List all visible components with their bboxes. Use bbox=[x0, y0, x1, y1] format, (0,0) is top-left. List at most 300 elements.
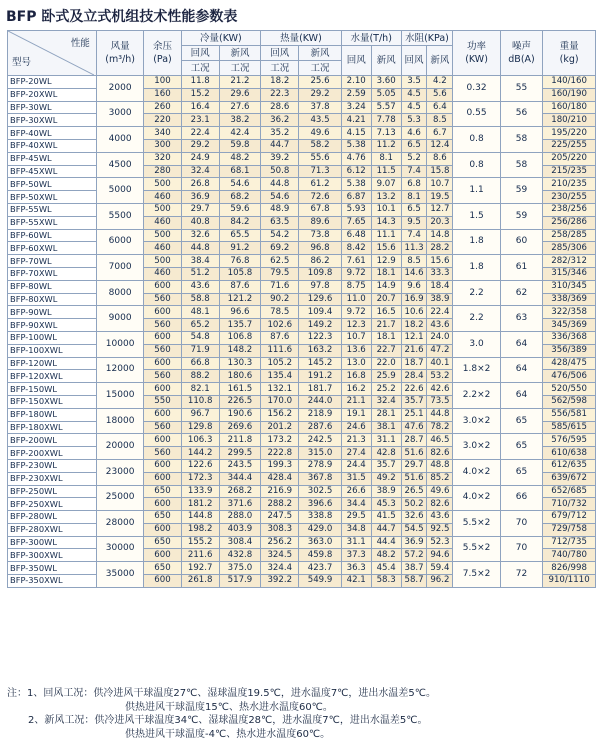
r1-cell: 35.7 bbox=[401, 395, 427, 408]
weight-cell: 336/368 bbox=[543, 331, 596, 344]
r1-cell: 4.6 bbox=[401, 127, 427, 140]
noise-cell: 60 bbox=[500, 229, 542, 255]
power-cell: 0.8 bbox=[453, 127, 501, 153]
model-cell: BFP-100XWL bbox=[8, 344, 97, 357]
model-cell: BFP-180XWL bbox=[8, 421, 97, 434]
pa-cell: 320 bbox=[144, 152, 181, 165]
pa-cell: 500 bbox=[144, 255, 181, 268]
airflow-cell: 10000 bbox=[96, 331, 144, 357]
footnotes bbox=[7, 687, 595, 741]
c2-cell: 268.2 bbox=[219, 485, 260, 498]
weight-cell: 710/732 bbox=[543, 498, 596, 511]
h1-cell: 216.9 bbox=[261, 485, 299, 498]
noise-cell: 63 bbox=[500, 306, 542, 332]
h1-cell: 156.2 bbox=[261, 408, 299, 421]
h1-cell: 201.2 bbox=[261, 421, 299, 434]
model-cell: BFP-150XWL bbox=[8, 395, 97, 408]
pa-cell: 600 bbox=[144, 498, 181, 511]
r1-cell: 26.5 bbox=[401, 485, 427, 498]
r2-cell: 43.6 bbox=[427, 319, 453, 332]
c1-cell: 106.3 bbox=[181, 434, 219, 447]
c1-cell: 66.8 bbox=[181, 357, 219, 370]
c1-cell: 192.7 bbox=[181, 562, 219, 575]
power-cell: 5.5×2 bbox=[453, 536, 501, 562]
h2-cell: 109.8 bbox=[299, 267, 341, 280]
h2-cell: 25.6 bbox=[299, 76, 341, 89]
c2-cell: 65.5 bbox=[219, 229, 260, 242]
r2-cell: 82.6 bbox=[427, 498, 453, 511]
model-cell: BFP-30XWL bbox=[8, 114, 97, 127]
airflow-cell: 15000 bbox=[96, 383, 144, 409]
noise-cell: 58 bbox=[500, 127, 542, 153]
r1-cell: 58.7 bbox=[401, 575, 427, 588]
power-cell: 5.5×2 bbox=[453, 511, 501, 537]
h1-cell: 48.9 bbox=[261, 203, 299, 216]
c1-cell: 71.9 bbox=[181, 344, 219, 357]
h2-cell: 429.0 bbox=[299, 523, 341, 536]
r1-cell: 4.5 bbox=[401, 101, 427, 114]
weight-cell: 210/235 bbox=[543, 178, 596, 191]
pa-cell: 600 bbox=[144, 523, 181, 536]
r2-cell: 59.4 bbox=[427, 562, 453, 575]
r2-cell: 42.6 bbox=[427, 383, 453, 396]
pa-cell: 460 bbox=[144, 267, 181, 280]
model-cell: BFP-230WL bbox=[8, 459, 97, 472]
h1-cell: 39.2 bbox=[261, 152, 299, 165]
model-cell: BFP-350WL bbox=[8, 562, 97, 575]
c2-cell: 243.5 bbox=[219, 459, 260, 472]
noise-cell: 72 bbox=[500, 562, 542, 588]
model-cell: BFP-30WL bbox=[8, 101, 97, 114]
h2-cell: 73.8 bbox=[299, 229, 341, 242]
r2-cell: 19.5 bbox=[427, 191, 453, 204]
weight-cell: 356/389 bbox=[543, 344, 596, 357]
table-row bbox=[8, 127, 596, 140]
header-diagonal-cell bbox=[8, 31, 97, 76]
noise-cell: 62 bbox=[500, 280, 542, 306]
h1-cell: 35.2 bbox=[261, 127, 299, 140]
weight-cell: 740/780 bbox=[543, 549, 596, 562]
c1-cell: 129.8 bbox=[181, 421, 219, 434]
r2-cell: 73.5 bbox=[427, 395, 453, 408]
noise-cell: 61 bbox=[500, 255, 542, 281]
c1-cell: 181.2 bbox=[181, 498, 219, 511]
w1-cell: 6.87 bbox=[341, 191, 371, 204]
w2-cell: 14.9 bbox=[371, 280, 401, 293]
h2-cell: 191.2 bbox=[299, 370, 341, 383]
c2-cell: 432.8 bbox=[219, 549, 260, 562]
pa-cell: 220 bbox=[144, 114, 181, 127]
sub-fresh-air: 新风 bbox=[427, 46, 453, 76]
pa-cell: 650 bbox=[144, 485, 181, 498]
model-cell: BFP-230XWL bbox=[8, 472, 97, 485]
r2-cell: 46.5 bbox=[427, 434, 453, 447]
w1-cell: 2.10 bbox=[341, 76, 371, 89]
c1-cell: 155.2 bbox=[181, 536, 219, 549]
w2-cell: 8.1 bbox=[371, 152, 401, 165]
h2-cell: 287.6 bbox=[299, 421, 341, 434]
c1-cell: 32.6 bbox=[181, 229, 219, 242]
airflow-cell: 6000 bbox=[96, 229, 144, 255]
c2-cell: 106.8 bbox=[219, 331, 260, 344]
c2-cell: 76.8 bbox=[219, 255, 260, 268]
note-line: 注：1、回风工况：供冷进风干球温度27℃、湿球温度19.5℃，进水温度7℃，进出水温差5℃。 bbox=[7, 688, 436, 699]
weight-cell: 910/1110 bbox=[543, 575, 596, 588]
header-noise: 噪声 dB(A) bbox=[500, 31, 542, 76]
h1-cell: 22.3 bbox=[261, 88, 299, 101]
r2-cell: 6.4 bbox=[427, 101, 453, 114]
r1-cell: 8.1 bbox=[401, 191, 427, 204]
c2-cell: 68.1 bbox=[219, 165, 260, 178]
c2-cell: 375.0 bbox=[219, 562, 260, 575]
w2-cell: 21.7 bbox=[371, 319, 401, 332]
w1-cell: 13.6 bbox=[341, 344, 371, 357]
w1-cell: 3.24 bbox=[341, 101, 371, 114]
w1-cell: 5.38 bbox=[341, 139, 371, 152]
pa-cell: 600 bbox=[144, 549, 181, 562]
r2-cell: 33.3 bbox=[427, 267, 453, 280]
h1-cell: 102.6 bbox=[261, 319, 299, 332]
c1-cell: 122.6 bbox=[181, 459, 219, 472]
w2-cell: 48.2 bbox=[371, 549, 401, 562]
sub-condition: 工况 bbox=[181, 61, 219, 76]
pa-cell: 560 bbox=[144, 293, 181, 306]
weight-cell: 476/506 bbox=[543, 370, 596, 383]
h2-cell: 367.8 bbox=[299, 472, 341, 485]
weight-cell: 639/672 bbox=[543, 472, 596, 485]
h1-cell: 71.6 bbox=[261, 280, 299, 293]
c2-cell: 130.3 bbox=[219, 357, 260, 370]
noise-cell: 66 bbox=[500, 485, 542, 511]
airflow-cell: 9000 bbox=[96, 306, 144, 332]
h1-cell: 28.6 bbox=[261, 101, 299, 114]
r1-cell: 4.5 bbox=[401, 88, 427, 101]
w2-cell: 45.3 bbox=[371, 498, 401, 511]
table-row bbox=[8, 178, 596, 191]
pa-cell: 550 bbox=[144, 395, 181, 408]
w2-cell: 32.4 bbox=[371, 395, 401, 408]
r2-cell: 28.2 bbox=[427, 242, 453, 255]
weight-cell: 180/210 bbox=[543, 114, 596, 127]
c1-cell: 40.8 bbox=[181, 216, 219, 229]
r2-cell: 6.7 bbox=[427, 127, 453, 140]
noise-cell: 58 bbox=[500, 152, 542, 178]
model-cell: BFP-300XWL bbox=[8, 549, 97, 562]
power-cell: 0.8 bbox=[453, 152, 501, 178]
w2-cell: 5.05 bbox=[371, 88, 401, 101]
w1-cell: 12.3 bbox=[341, 319, 371, 332]
w1-cell: 16.8 bbox=[341, 370, 371, 383]
w1-cell: 10.7 bbox=[341, 331, 371, 344]
w1-cell: 4.15 bbox=[341, 127, 371, 140]
pa-cell: 560 bbox=[144, 319, 181, 332]
model-cell: BFP-80WL bbox=[8, 280, 97, 293]
pa-cell: 160 bbox=[144, 88, 181, 101]
h1-cell: 324.4 bbox=[261, 562, 299, 575]
power-cell: 3.0×2 bbox=[453, 434, 501, 460]
sub-return-air: 回风 bbox=[261, 46, 299, 61]
weight-cell: 428/475 bbox=[543, 357, 596, 370]
model-cell: BFP-20XWL bbox=[8, 88, 97, 101]
airflow-cell: 3000 bbox=[96, 101, 144, 127]
h1-cell: 222.8 bbox=[261, 447, 299, 460]
r2-cell: 52.3 bbox=[427, 536, 453, 549]
r2-cell: 15.6 bbox=[427, 255, 453, 268]
r1-cell: 5.2 bbox=[401, 152, 427, 165]
c2-cell: 21.2 bbox=[219, 76, 260, 89]
page-title: BFP 卧式及立式机组技术性能参数表 bbox=[6, 9, 238, 25]
r2-cell: 5.6 bbox=[427, 88, 453, 101]
c2-cell: 59.8 bbox=[219, 139, 260, 152]
pa-cell: 340 bbox=[144, 127, 181, 140]
c1-cell: 144.8 bbox=[181, 511, 219, 524]
noise-cell: 64 bbox=[500, 331, 542, 357]
header-heating: 热量(KW) bbox=[261, 31, 342, 46]
power-cell: 1.1 bbox=[453, 178, 501, 204]
w2-cell: 10.1 bbox=[371, 203, 401, 216]
c2-cell: 59.6 bbox=[219, 203, 260, 216]
w1-cell: 21.3 bbox=[341, 434, 371, 447]
power-cell: 2.2×2 bbox=[453, 383, 501, 409]
airflow-cell: 7000 bbox=[96, 255, 144, 281]
w1-cell: 34.4 bbox=[341, 498, 371, 511]
w1-cell: 36.3 bbox=[341, 562, 371, 575]
noise-cell: 65 bbox=[500, 459, 542, 485]
c2-cell: 48.2 bbox=[219, 152, 260, 165]
c2-cell: 226.5 bbox=[219, 395, 260, 408]
w2-cell: 28.1 bbox=[371, 408, 401, 421]
h2-cell: 338.8 bbox=[299, 511, 341, 524]
noise-cell: 59 bbox=[500, 203, 542, 229]
c2-cell: 190.6 bbox=[219, 408, 260, 421]
c2-cell: 42.4 bbox=[219, 127, 260, 140]
model-cell: BFP-45WL bbox=[8, 152, 97, 165]
c1-cell: 172.3 bbox=[181, 472, 219, 485]
table-row bbox=[8, 101, 596, 114]
h1-cell: 170.0 bbox=[261, 395, 299, 408]
r2-cell: 12.7 bbox=[427, 203, 453, 216]
c2-cell: 403.9 bbox=[219, 523, 260, 536]
w2-cell: 45.4 bbox=[371, 562, 401, 575]
c2-cell: 269.6 bbox=[219, 421, 260, 434]
w1-cell: 8.75 bbox=[341, 280, 371, 293]
c1-cell: 24.9 bbox=[181, 152, 219, 165]
weight-cell: 195/220 bbox=[543, 127, 596, 140]
table-row bbox=[8, 152, 596, 165]
r1-cell: 21.6 bbox=[401, 344, 427, 357]
model-cell: BFP-45XWL bbox=[8, 165, 97, 178]
r2-cell: 94.6 bbox=[427, 549, 453, 562]
w2-cell: 18.1 bbox=[371, 331, 401, 344]
w1-cell: 21.1 bbox=[341, 395, 371, 408]
c2-cell: 148.2 bbox=[219, 344, 260, 357]
c2-cell: 308.4 bbox=[219, 536, 260, 549]
h2-cell: 55.6 bbox=[299, 152, 341, 165]
r2-cell: 15.8 bbox=[427, 165, 453, 178]
h1-cell: 90.2 bbox=[261, 293, 299, 306]
c2-cell: 517.9 bbox=[219, 575, 260, 588]
c1-cell: 16.4 bbox=[181, 101, 219, 114]
r1-cell: 6.5 bbox=[401, 139, 427, 152]
h1-cell: 69.2 bbox=[261, 242, 299, 255]
h1-cell: 199.3 bbox=[261, 459, 299, 472]
noise-cell: 55 bbox=[500, 76, 542, 102]
r2-cell: 78.2 bbox=[427, 421, 453, 434]
h2-cell: 67.8 bbox=[299, 203, 341, 216]
h2-cell: 29.2 bbox=[299, 88, 341, 101]
pa-cell: 460 bbox=[144, 191, 181, 204]
w1-cell: 29.5 bbox=[341, 511, 371, 524]
table-row bbox=[8, 203, 596, 216]
c2-cell: 299.5 bbox=[219, 447, 260, 460]
w1-cell: 27.4 bbox=[341, 447, 371, 460]
c2-cell: 121.2 bbox=[219, 293, 260, 306]
weight-cell: 310/345 bbox=[543, 280, 596, 293]
h2-cell: 363.0 bbox=[299, 536, 341, 549]
weight-cell: 315/346 bbox=[543, 267, 596, 280]
w2-cell: 16.5 bbox=[371, 306, 401, 319]
r2-cell: 49.6 bbox=[427, 485, 453, 498]
c2-cell: 87.6 bbox=[219, 280, 260, 293]
pa-cell: 600 bbox=[144, 331, 181, 344]
c1-cell: 198.2 bbox=[181, 523, 219, 536]
table-row bbox=[8, 331, 596, 344]
pa-cell: 500 bbox=[144, 229, 181, 242]
c2-cell: 288.0 bbox=[219, 511, 260, 524]
c2-cell: 135.7 bbox=[219, 319, 260, 332]
h2-cell: 459.8 bbox=[299, 549, 341, 562]
power-cell: 0.32 bbox=[453, 76, 501, 102]
sub-condition: 工况 bbox=[219, 61, 260, 76]
w1-cell: 24.6 bbox=[341, 421, 371, 434]
w2-cell: 31.1 bbox=[371, 434, 401, 447]
model-cell: BFP-50XWL bbox=[8, 191, 97, 204]
r1-cell: 5.3 bbox=[401, 114, 427, 127]
w2-cell: 14.3 bbox=[371, 216, 401, 229]
c1-cell: 48.1 bbox=[181, 306, 219, 319]
noise-cell: 64 bbox=[500, 383, 542, 409]
model-cell: BFP-250WL bbox=[8, 485, 97, 498]
pa-cell: 600 bbox=[144, 434, 181, 447]
h1-cell: 256.2 bbox=[261, 536, 299, 549]
w2-cell: 41.5 bbox=[371, 511, 401, 524]
table-row bbox=[8, 511, 596, 524]
h1-cell: 87.6 bbox=[261, 331, 299, 344]
c1-cell: 44.8 bbox=[181, 242, 219, 255]
weight-cell: 238/256 bbox=[543, 203, 596, 216]
model-cell: BFP-120WL bbox=[8, 357, 97, 370]
power-cell: 4.0×2 bbox=[453, 485, 501, 511]
h1-cell: 63.5 bbox=[261, 216, 299, 229]
c2-cell: 180.6 bbox=[219, 370, 260, 383]
power-cell: 2.2 bbox=[453, 306, 501, 332]
weight-cell: 160/190 bbox=[543, 88, 596, 101]
pa-cell: 600 bbox=[144, 306, 181, 319]
pa-cell: 100 bbox=[144, 76, 181, 89]
power-cell: 4.0×2 bbox=[453, 459, 501, 485]
c1-cell: 29.2 bbox=[181, 139, 219, 152]
w2-cell: 44.4 bbox=[371, 536, 401, 549]
w2-cell: 5.57 bbox=[371, 101, 401, 114]
noise-cell: 65 bbox=[500, 408, 542, 434]
weight-cell: 338/369 bbox=[543, 293, 596, 306]
header-power: 功率 (KW) bbox=[453, 31, 501, 76]
model-cell: BFP-50WL bbox=[8, 178, 97, 191]
weight-cell: 140/160 bbox=[543, 76, 596, 89]
c2-cell: 54.6 bbox=[219, 178, 260, 191]
pa-cell: 460 bbox=[144, 216, 181, 229]
header-perf: 性能 bbox=[70, 38, 90, 49]
table-row bbox=[8, 434, 596, 447]
pa-cell: 500 bbox=[144, 178, 181, 191]
h1-cell: 173.2 bbox=[261, 434, 299, 447]
w1-cell: 11.0 bbox=[341, 293, 371, 306]
header-model: 型号 bbox=[12, 57, 32, 68]
r1-cell: 11.3 bbox=[401, 242, 427, 255]
r2-cell: 92.5 bbox=[427, 523, 453, 536]
h1-cell: 18.2 bbox=[261, 76, 299, 89]
model-cell: BFP-20WL bbox=[8, 76, 97, 89]
h2-cell: 37.8 bbox=[299, 101, 341, 114]
w1-cell: 31.1 bbox=[341, 536, 371, 549]
note-line: 供热进风干球温度-4℃、热水进水温度60℃。 bbox=[125, 728, 331, 740]
table-row bbox=[8, 280, 596, 293]
c2-cell: 344.4 bbox=[219, 472, 260, 485]
r1-cell: 51.6 bbox=[401, 472, 427, 485]
h1-cell: 105.2 bbox=[261, 357, 299, 370]
r2-cell: 8.6 bbox=[427, 152, 453, 165]
w2-cell: 25.9 bbox=[371, 370, 401, 383]
h2-cell: 302.5 bbox=[299, 485, 341, 498]
table-row bbox=[8, 357, 596, 370]
w2-cell: 7.78 bbox=[371, 114, 401, 127]
h1-cell: 392.2 bbox=[261, 575, 299, 588]
w1-cell: 7.61 bbox=[341, 255, 371, 268]
pa-cell: 560 bbox=[144, 344, 181, 357]
h2-cell: 43.5 bbox=[299, 114, 341, 127]
h2-cell: 89.6 bbox=[299, 216, 341, 229]
airflow-cell: 5500 bbox=[96, 203, 144, 229]
c1-cell: 65.2 bbox=[181, 319, 219, 332]
c1-cell: 144.2 bbox=[181, 447, 219, 460]
c1-cell: 96.7 bbox=[181, 408, 219, 421]
r1-cell: 28.4 bbox=[401, 370, 427, 383]
r2-cell: 20.3 bbox=[427, 216, 453, 229]
h2-cell: 242.5 bbox=[299, 434, 341, 447]
h2-cell: 72.6 bbox=[299, 191, 341, 204]
model-cell: BFP-180WL bbox=[8, 408, 97, 421]
weight-cell: 285/306 bbox=[543, 242, 596, 255]
model-cell: BFP-150WL bbox=[8, 383, 97, 396]
w2-cell: 22.7 bbox=[371, 344, 401, 357]
h2-cell: 129.6 bbox=[299, 293, 341, 306]
w2-cell: 35.7 bbox=[371, 459, 401, 472]
r1-cell: 7.4 bbox=[401, 165, 427, 178]
r1-cell: 51.6 bbox=[401, 447, 427, 460]
h1-cell: 247.5 bbox=[261, 511, 299, 524]
r2-cell: 96.2 bbox=[427, 575, 453, 588]
airflow-cell: 28000 bbox=[96, 511, 144, 537]
r1-cell: 9.5 bbox=[401, 216, 427, 229]
w1-cell: 6.12 bbox=[341, 165, 371, 178]
r1-cell: 47.6 bbox=[401, 421, 427, 434]
r2-cell: 22.4 bbox=[427, 306, 453, 319]
pa-cell: 650 bbox=[144, 511, 181, 524]
pa-cell: 560 bbox=[144, 447, 181, 460]
w1-cell: 8.42 bbox=[341, 242, 371, 255]
sub-return-air: 回风 bbox=[401, 46, 427, 76]
model-cell: BFP-300WL bbox=[8, 536, 97, 549]
